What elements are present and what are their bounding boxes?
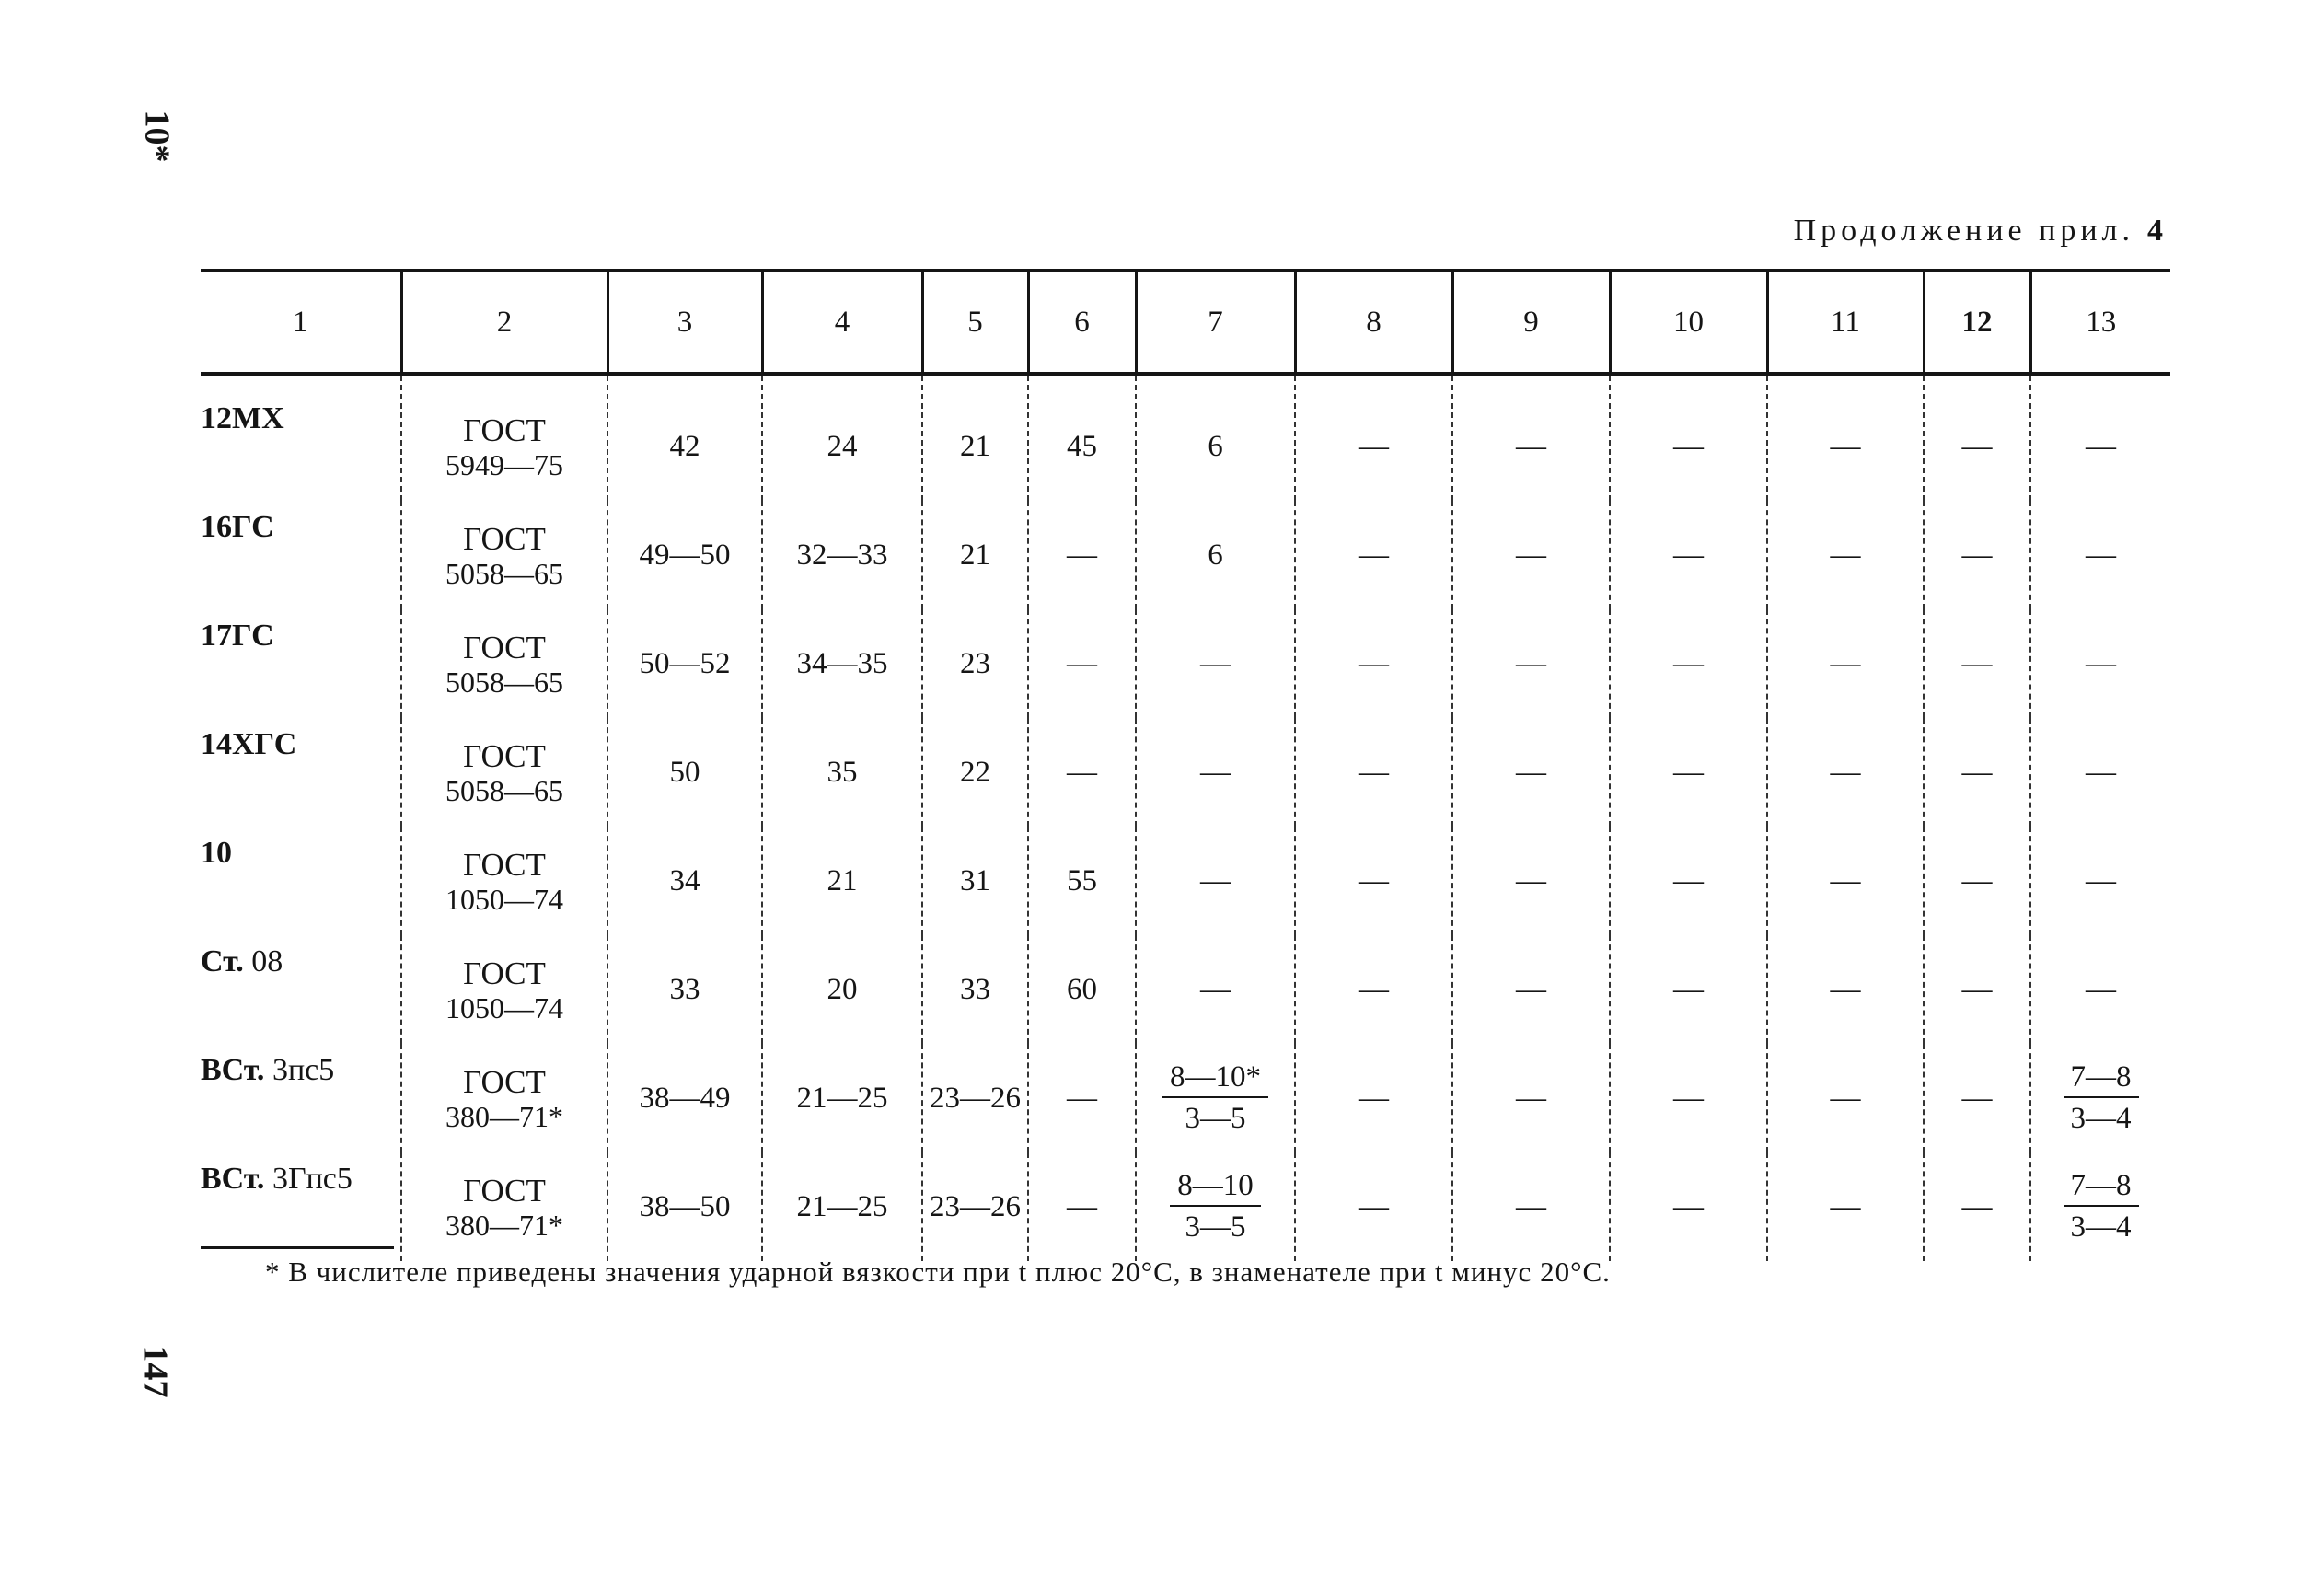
value-cell-c13: — (2030, 501, 2170, 609)
value-cell-c8: — (1295, 935, 1452, 1044)
standard-cell (401, 374, 607, 501)
standard-number: 5949—75 (445, 447, 563, 481)
footnote: * В числителе приведены значения ударной вязкости при t плюс 20°С, в знаменателе при t минус 20°С. (265, 1256, 1611, 1288)
value-cell-c3: 33 (607, 935, 762, 1044)
value-cell-c9: — (1452, 935, 1610, 1044)
table-row (201, 718, 2170, 827)
steel-grade-prefix: ВСт. (201, 1162, 265, 1196)
value-cell-c5: 33 (922, 935, 1028, 1044)
value-cell-c7: 6 (1136, 374, 1295, 501)
standard-label: ГОСТ (463, 1063, 546, 1100)
value-cell-c12: — (1924, 827, 2030, 935)
value-cell-c10: — (1610, 501, 1767, 609)
standard-cell (401, 935, 607, 1044)
value-cell-c8: — (1295, 609, 1452, 718)
standard-cell (401, 1044, 607, 1152)
steel-properties-table-wrap (201, 269, 2170, 1261)
value-cell-c11: — (1767, 1044, 1924, 1152)
value-cell-c9: — (1452, 374, 1610, 501)
value-cell-c11: — (1767, 374, 1924, 501)
value-cell-c8: — (1295, 1044, 1452, 1152)
value-cell-c5: 23—26 (922, 1044, 1028, 1152)
steel-grade-prefix: 12МХ (201, 401, 284, 435)
value-cell-c11: — (1767, 935, 1924, 1044)
steel-grade-cell (201, 718, 401, 827)
standard-number: 380—71* (445, 1208, 563, 1242)
standard-number: 5058—65 (445, 665, 563, 699)
fraction-denominator: 3—5 (1185, 1210, 1246, 1244)
value-cell-c9: — (1452, 1152, 1610, 1261)
steel-grade-suffix: 08 (243, 944, 283, 978)
value-cell-c7: — (1136, 718, 1295, 827)
standard-number: 5058—65 (445, 773, 563, 807)
value-cell-c13: — (2030, 935, 2170, 1044)
steel-grade-prefix: 16ГС (201, 510, 274, 544)
standard-label: ГОСТ (463, 955, 546, 991)
value-cell-c10: — (1610, 374, 1767, 501)
value-cell-c11: — (1767, 501, 1924, 609)
fraction-denominator: 3—4 (2070, 1102, 2132, 1135)
standard-label: ГОСТ (463, 737, 546, 774)
value-cell-c8: — (1295, 374, 1452, 501)
value-cell-c12: — (1924, 501, 2030, 609)
standard-number: 5058—65 (445, 556, 563, 590)
value-cell-c7: — (1136, 935, 1295, 1044)
steel-grade-prefix: 14ХГС (201, 727, 297, 761)
standard-label: ГОСТ (463, 629, 546, 666)
column-header-5: 5 (922, 271, 1028, 374)
column-header-9: 9 (1452, 271, 1610, 374)
value-cell-c13 (2030, 1152, 2170, 1261)
value-cell-c9: — (1452, 501, 1610, 609)
column-header-12: 12 (1924, 271, 2030, 374)
table-row (201, 1044, 2170, 1152)
value-cell-c10: — (1610, 1044, 1767, 1152)
steel-grade-suffix: 3Гпс5 (264, 1162, 353, 1196)
footnote-rule (201, 1246, 394, 1249)
column-header-2: 2 (401, 271, 607, 374)
caption-text: Продолжение прил. (1793, 214, 2134, 248)
table-header (201, 271, 2170, 374)
value-cell-c6: 55 (1028, 827, 1136, 935)
steel-grade-prefix: 10 (201, 836, 232, 870)
table-caption (1794, 214, 2168, 249)
column-header-13: 13 (2030, 271, 2170, 374)
value-cell-c12: — (1924, 609, 2030, 718)
value-cell-c4: 20 (762, 935, 922, 1044)
value-cell-c9: — (1452, 827, 1610, 935)
value-cell-c6: 60 (1028, 935, 1136, 1044)
column-header-10: 10 (1610, 271, 1767, 374)
standard-number: 380—71* (445, 1099, 563, 1133)
value-cell-c7: — (1136, 609, 1295, 718)
value-cell-c10: — (1610, 718, 1767, 827)
bottom-margin-mark: 147 (135, 1345, 175, 1398)
value-cell-c5: 21 (922, 501, 1028, 609)
value-cell-c8: — (1295, 1152, 1452, 1261)
fraction-numerator: 8—10 (1170, 1171, 1261, 1207)
value-cell-c3: 38—49 (607, 1044, 762, 1152)
value-cell-c10: — (1610, 609, 1767, 718)
standard-cell (401, 827, 607, 935)
value-cell-c12: — (1924, 374, 2030, 501)
table-row (201, 609, 2170, 718)
column-header-8: 8 (1295, 271, 1452, 374)
table-row (201, 1152, 2170, 1261)
steel-grade-cell (201, 374, 401, 501)
value-cell-c11: — (1767, 827, 1924, 935)
value-cell-c8: — (1295, 501, 1452, 609)
value-cell-c3: 49—50 (607, 501, 762, 609)
table-row (201, 827, 2170, 935)
value-cell-c4: 35 (762, 718, 922, 827)
standard-cell (401, 1152, 607, 1261)
value-cell-c7: — (1136, 827, 1295, 935)
standard-label: ГОСТ (463, 411, 546, 448)
value-cell-c13 (2030, 1044, 2170, 1152)
value-cell-c7: 6 (1136, 501, 1295, 609)
value-cell-c6: — (1028, 1152, 1136, 1261)
value-cell-c11: — (1767, 1152, 1924, 1261)
value-cell-c12: — (1924, 935, 2030, 1044)
value-cell-c4: 24 (762, 374, 922, 501)
column-header-11: 11 (1767, 271, 1924, 374)
standard-cell (401, 609, 607, 718)
value-cell-c3: 38—50 (607, 1152, 762, 1261)
standard-cell (401, 501, 607, 609)
value-cell-c3: 34 (607, 827, 762, 935)
value-cell-c13: — (2030, 718, 2170, 827)
standard-number: 1050—74 (445, 990, 563, 1025)
fraction-denominator: 3—4 (2070, 1210, 2132, 1244)
value-cell-c6: — (1028, 501, 1136, 609)
steel-grade-prefix: ВСт. (201, 1053, 265, 1087)
table-row (201, 501, 2170, 609)
value-cell-c4: 21—25 (762, 1152, 922, 1261)
value-cell-c3: 50 (607, 718, 762, 827)
steel-grade-cell (201, 1152, 401, 1261)
value-cell-c5: 21 (922, 374, 1028, 501)
column-header-7: 7 (1136, 271, 1295, 374)
fraction-numerator: 7—8 (2064, 1062, 2139, 1098)
value-cell-c13: — (2030, 374, 2170, 501)
column-header-3: 3 (607, 271, 762, 374)
value-cell-c6: — (1028, 609, 1136, 718)
steel-grade-cell (201, 827, 401, 935)
standard-label: ГОСТ (463, 1172, 546, 1209)
steel-properties-table (201, 269, 2170, 1261)
value-cell-c4: 21 (762, 827, 922, 935)
value-cell-c12: — (1924, 718, 2030, 827)
fraction-numerator: 7—8 (2064, 1171, 2139, 1207)
value-cell-c6: — (1028, 1044, 1136, 1152)
value-cell-c6: 45 (1028, 374, 1136, 501)
value-cell-c9: — (1452, 718, 1610, 827)
value-cell-c13: — (2030, 609, 2170, 718)
fraction-c13 (2064, 1062, 2139, 1134)
table-row (201, 374, 2170, 501)
fraction-c13 (2064, 1171, 2139, 1243)
value-cell-c9: — (1452, 1044, 1610, 1152)
column-header-1: 1 (201, 271, 401, 374)
header-row (201, 271, 2170, 374)
steel-grade-cell (201, 609, 401, 718)
column-header-4: 4 (762, 271, 922, 374)
steel-grade-prefix: 17ГС (201, 619, 274, 653)
value-cell-c9: — (1452, 609, 1610, 718)
value-cell-c5: 31 (922, 827, 1028, 935)
value-cell-c10: — (1610, 935, 1767, 1044)
value-cell-c4: 34—35 (762, 609, 922, 718)
value-cell-c11: — (1767, 609, 1924, 718)
steel-grade-suffix: 3пс5 (264, 1053, 335, 1087)
steel-grade-cell (201, 935, 401, 1044)
fraction-c7 (1170, 1171, 1261, 1243)
value-cell-c4: 32—33 (762, 501, 922, 609)
value-cell-c8: — (1295, 827, 1452, 935)
value-cell-c3: 42 (607, 374, 762, 501)
standard-number: 1050—74 (445, 882, 563, 916)
steel-grade-prefix: Ст. (201, 944, 244, 978)
standard-cell (401, 718, 607, 827)
fraction-c7 (1162, 1062, 1268, 1134)
value-cell-c5: 23 (922, 609, 1028, 718)
fraction-denominator: 3—5 (1185, 1102, 1246, 1135)
value-cell-c4: 21—25 (762, 1044, 922, 1152)
value-cell-c10: — (1610, 827, 1767, 935)
table-row (201, 935, 2170, 1044)
column-header-6: 6 (1028, 271, 1136, 374)
value-cell-c11: — (1767, 718, 1924, 827)
value-cell-c5: 22 (922, 718, 1028, 827)
value-cell-c5: 23—26 (922, 1152, 1028, 1261)
value-cell-c10: — (1610, 1152, 1767, 1261)
value-cell-c13: — (2030, 827, 2170, 935)
value-cell-c3: 50—52 (607, 609, 762, 718)
value-cell-c7 (1136, 1044, 1295, 1152)
value-cell-c7 (1136, 1152, 1295, 1261)
steel-grade-cell (201, 501, 401, 609)
fraction-numerator: 8—10* (1162, 1062, 1268, 1098)
value-cell-c6: — (1028, 718, 1136, 827)
standard-label: ГОСТ (463, 846, 546, 883)
top-margin-mark: 10* (137, 110, 177, 163)
caption-number: 4 (2147, 214, 2168, 248)
value-cell-c12: — (1924, 1152, 2030, 1261)
standard-label: ГОСТ (463, 520, 546, 557)
steel-grade-cell (201, 1044, 401, 1152)
value-cell-c12: — (1924, 1044, 2030, 1152)
table-body (201, 374, 2170, 1261)
value-cell-c8: — (1295, 718, 1452, 827)
